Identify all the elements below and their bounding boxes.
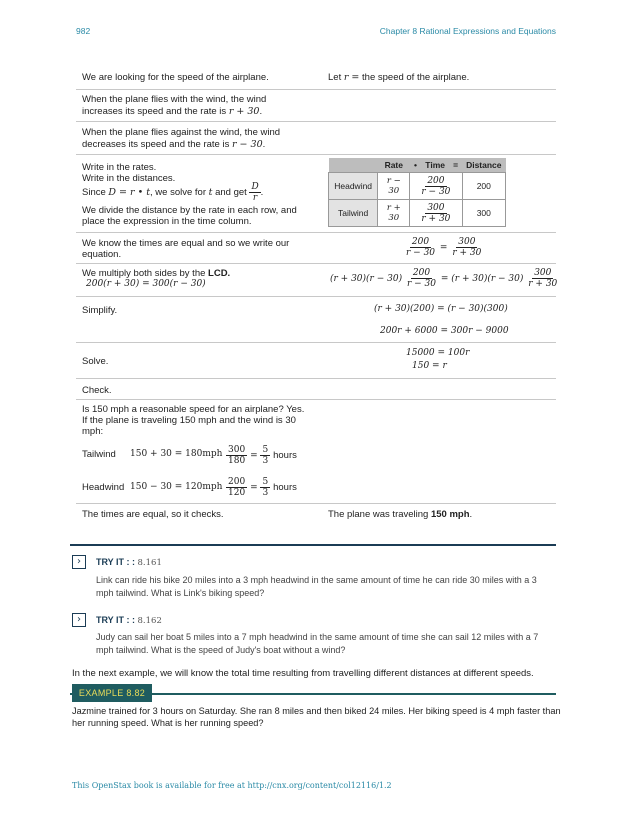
- let-var: r =: [343, 72, 360, 83]
- row-4-line5: place the expression in the time column.: [82, 216, 252, 227]
- simplify-eq-1: (r + 30)(200) = (r − 30)(300): [374, 304, 508, 314]
- row-6-line1: [82, 268, 230, 280]
- row-9-label: Check.: [82, 385, 112, 396]
- time-cell: $\frac{200}{r - 30}$: [410, 173, 462, 200]
- row-4-line4: We divide the distance by the rate in each row, and: [82, 205, 297, 216]
- try-it-text: Link can ride his bike 20 miles into a 3 mph headwind in the same amount of time he can ride 30 miles with a 3 mph tailwind. What is Link's biking speed?: [96, 575, 537, 598]
- row-5-line1: We know the times are equal and so we write our: [82, 238, 290, 249]
- example-badge: EXAMPLE 8.82: [72, 684, 152, 702]
- row-3-line2: [82, 139, 280, 151]
- divider: [76, 121, 556, 122]
- row-label-headwind: Headwind: [329, 173, 378, 200]
- table-row: [329, 173, 506, 200]
- headwind-eq: 150 − 30 = 120mph: [130, 482, 223, 492]
- time-cell: $\frac{300}{r + 30}$: [410, 200, 462, 227]
- try-it-rule: [70, 544, 556, 546]
- row-2-line2-text: increases its speed and the rate is: [82, 105, 227, 117]
- row-8-label: Solve.: [82, 356, 109, 367]
- row-2-line2: [82, 106, 266, 118]
- since-eq: D = r • t: [108, 187, 151, 199]
- rate-cell: r − 30: [378, 173, 410, 200]
- solve-eq-1: 15000 = 100r: [406, 348, 470, 358]
- example-text: Jazmine trained for 3 hours on Saturday. She ran 8 miles and then biked 24 miles. Her biking speed is 4 mph faster than her running speed. What is her running speed?: [72, 706, 561, 728]
- headwind-label: Headwind: [82, 482, 125, 493]
- distance-cell: 300: [462, 200, 505, 227]
- rate-table: [328, 158, 506, 227]
- row-label-tailwind: Tailwind: [329, 200, 378, 227]
- solve-eq-2: 150 = r: [412, 361, 447, 371]
- row-5-line2: equation.: [82, 249, 122, 260]
- row-2: [82, 94, 266, 117]
- row-2-line1: When the plane flies with the wind, the wind: [82, 94, 267, 105]
- divider: [76, 232, 556, 233]
- row-3-period: .: [262, 138, 266, 150]
- divider: [76, 154, 556, 155]
- divider: [76, 378, 556, 379]
- let-word: Let: [328, 72, 342, 83]
- times-equation: $\frac{200}{r - 30}$ = $\frac{300}{r + 30}$: [406, 237, 482, 258]
- header-equals-symbol: =: [449, 158, 462, 173]
- divider: [76, 296, 556, 297]
- try-it-text: Judy can sail her boat 5 miles into a 7 mph headwind in the same amount of time she can sail 12 miles with a 7 mph tailwind. What is the speed of Judy's boat without a wind?: [96, 632, 539, 655]
- header-time: Time: [421, 158, 449, 173]
- tailwind-label: Tailwind: [82, 449, 116, 460]
- divider: [76, 503, 556, 504]
- row-3-line1: When the plane flies against the wind, the wind: [82, 127, 281, 138]
- distance-cell: 200: [462, 173, 505, 200]
- divider: [76, 399, 556, 400]
- since-t: t: [208, 187, 213, 199]
- table-row: [329, 200, 506, 227]
- page-number: 982: [76, 26, 91, 36]
- simplify-eq-2: 200r + 6000 = 300r − 9000: [380, 326, 509, 336]
- rate-cell: r + 30: [378, 200, 410, 227]
- conclusion-speed: 150 mph: [430, 509, 470, 520]
- since-word: Since: [82, 187, 106, 199]
- row-3: [82, 127, 280, 150]
- row-11-right: [328, 509, 472, 521]
- row-10-line2: If the plane is traveling 150 mph and the wind is 30: [82, 415, 296, 426]
- row-10-line1: Is 150 mph a reasonable speed for an airplane? Yes.: [82, 404, 305, 415]
- tailwind-eq: 150 + 30 = 180mph: [130, 449, 223, 459]
- chapter-title: Chapter 8 Rational Expressions and Equations: [379, 26, 556, 36]
- conclusion-text: The plane was traveling: [328, 509, 429, 520]
- chevron-right-icon[interactable]: ›: [72, 555, 86, 569]
- row-6-line2: 200(r + 30) = 300(r − 30): [86, 279, 206, 289]
- try-it-heading: TRY IT : : 8.161: [96, 557, 162, 568]
- row-4-line1: Write in the rates.: [82, 162, 157, 173]
- row-7-label: Simplify.: [82, 305, 118, 316]
- divider: [76, 263, 556, 264]
- lcd-equation: (r + 30)(r − 30) $\frac{200}{r - 30}$ = (r + 30)(r − 30) $\frac{300}{r + 30}$: [330, 268, 558, 289]
- header-times-symbol: •: [410, 158, 421, 173]
- divider: [76, 89, 556, 90]
- d-over-r-fraction: $\frac{D}{r}$: [251, 182, 259, 203]
- row-3-line2-text: decreases its speed and the rate is: [82, 138, 230, 150]
- headwind-time: $\frac{200}{120}$ = $\frac{5}{3}$ hours: [228, 477, 297, 498]
- conclusion-period: .: [469, 509, 473, 520]
- tailwind-time: $\frac{300}{180}$ = $\frac{5}{3}$ hours: [228, 445, 297, 466]
- multiply-text: We multiply both sides by the: [82, 268, 206, 279]
- row-1-right: [328, 72, 469, 84]
- chevron-right-icon[interactable]: ›: [72, 613, 86, 627]
- row-4-since: [82, 182, 263, 203]
- since-end: .: [260, 187, 264, 199]
- row-2-expr: r + 30: [228, 105, 260, 117]
- next-example-intro: In the next example, we will know the total time resulting from travelling different distances at different speeds.: [72, 668, 534, 679]
- row-10-line3: mph:: [82, 426, 104, 437]
- header-rate: Rate: [378, 158, 410, 173]
- row-3-expr: r − 30: [231, 138, 263, 150]
- row-11-left: The times are equal, so it checks.: [82, 509, 224, 520]
- lcd-bold: LCD.: [208, 268, 231, 279]
- rate-table-header: [329, 158, 506, 173]
- footer-note: This OpenStax book is available for free at http://cnx.org/content/col12116/1.2: [72, 781, 392, 790]
- row-4-line2: Write in the distances.: [82, 173, 176, 184]
- header-distance: Distance: [462, 158, 505, 173]
- header-blank: [329, 158, 378, 173]
- let-rest: the speed of the airplane.: [362, 72, 470, 83]
- since-and: and get: [215, 187, 247, 199]
- try-it-heading: TRY IT : : 8.162: [96, 615, 162, 626]
- row-1-left: We are looking for the speed of the airplane.: [82, 72, 269, 83]
- since-mid: , we solve for: [150, 187, 206, 199]
- divider: [76, 342, 556, 343]
- row-2-period: .: [259, 105, 263, 117]
